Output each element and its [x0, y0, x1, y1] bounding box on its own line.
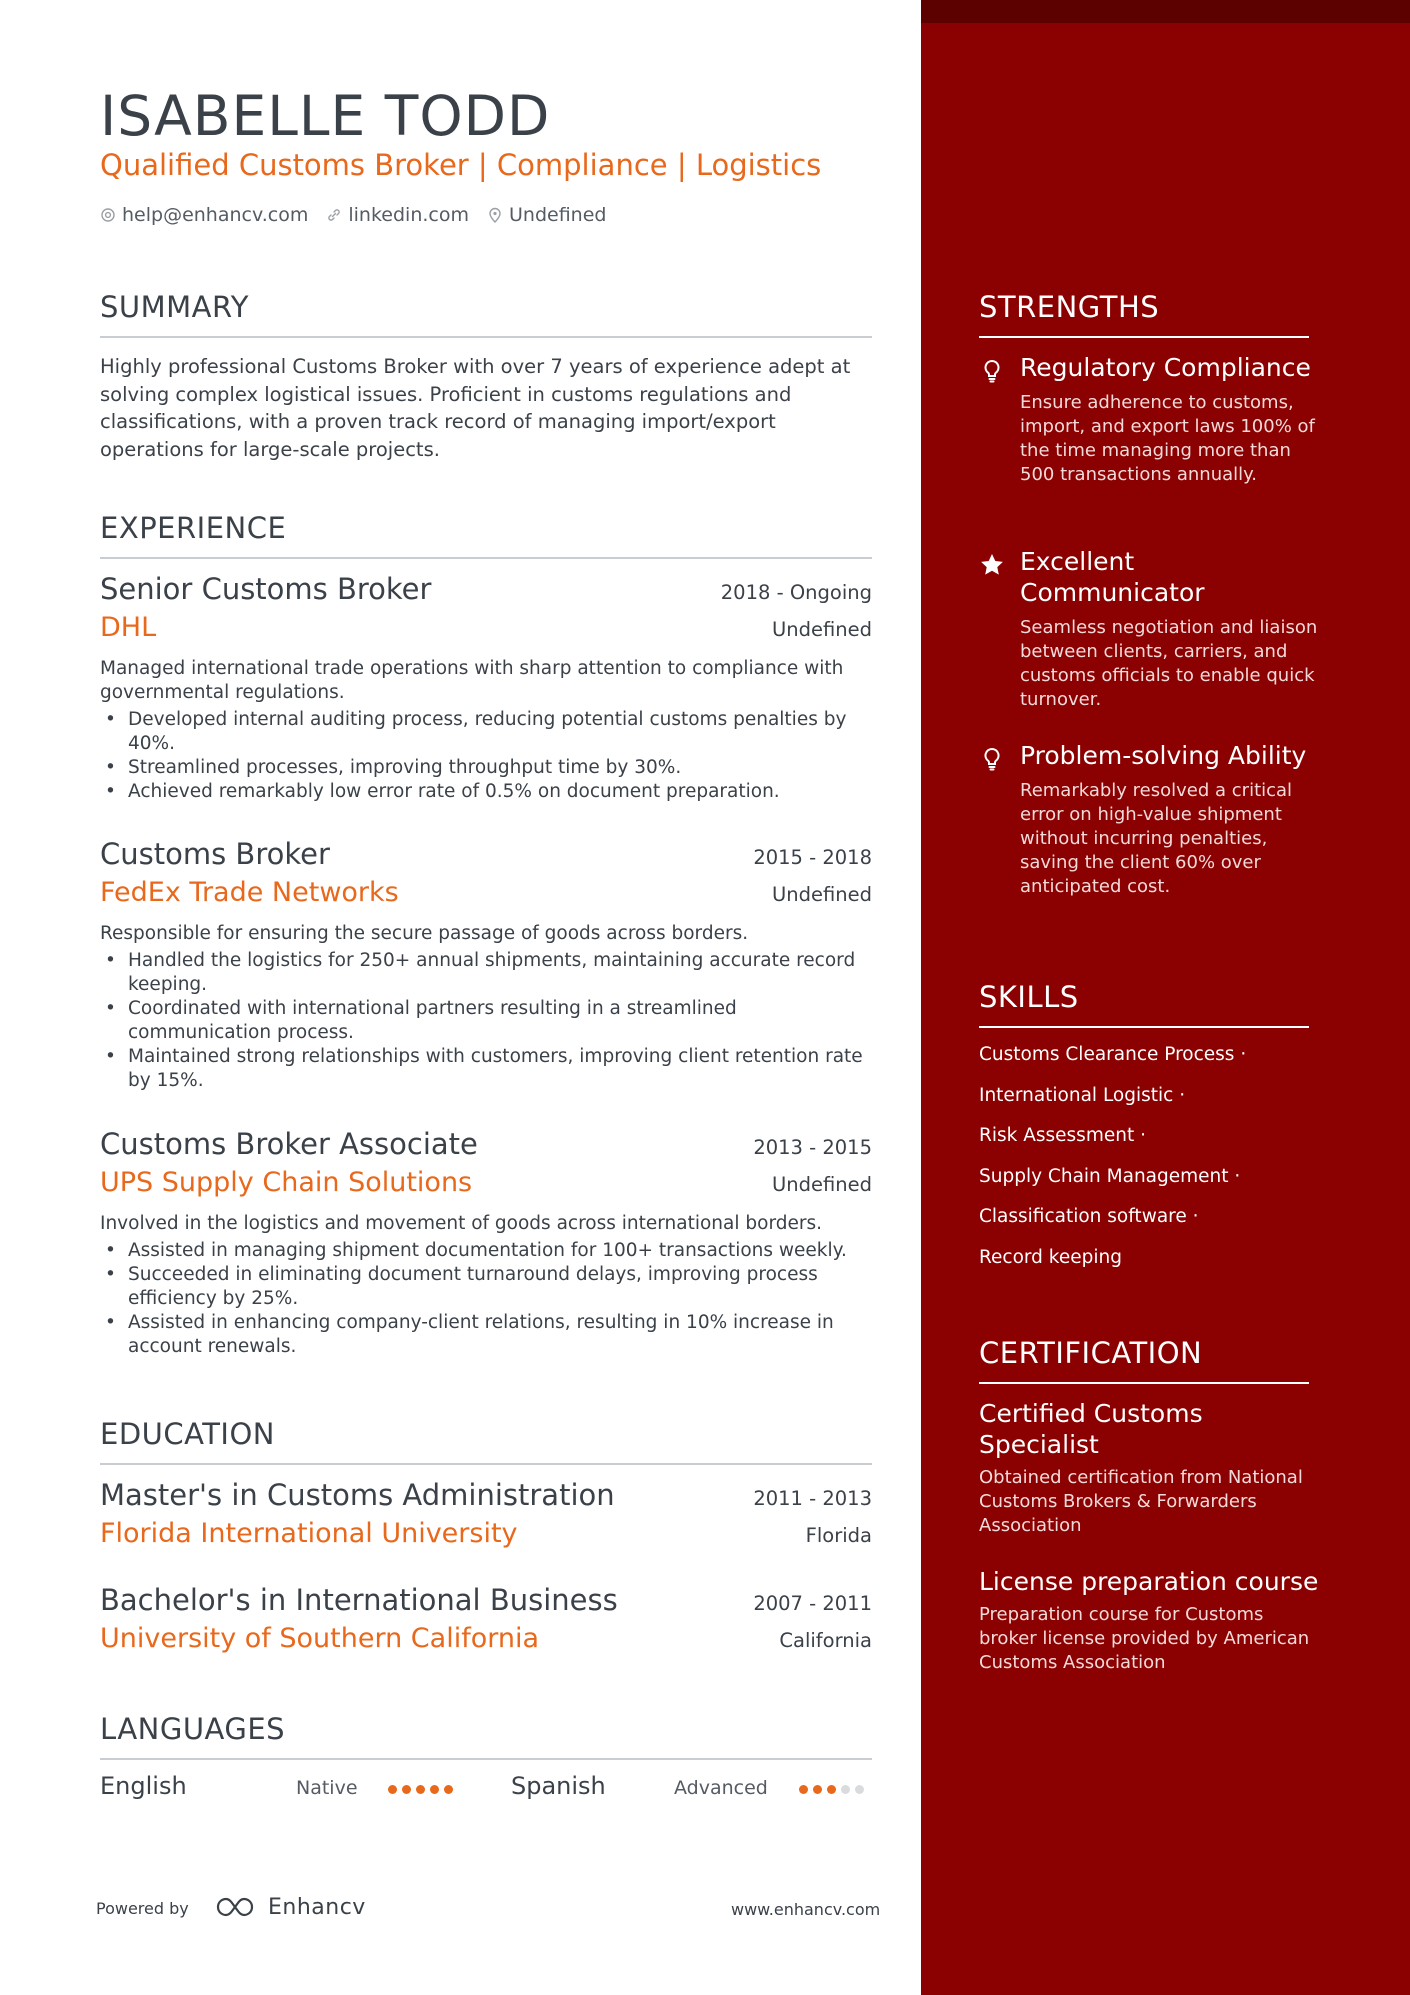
strength-description: Remarkably resolved a critical error on high-value shipment without incurring penalties, saving the client 60% over anticipated cost. [1020, 780, 1293, 897]
education-entry [100, 1583, 872, 1654]
candidate-title: Qualified Customs Broker | Compliance | Logistics [100, 148, 822, 182]
location-pin-icon [487, 207, 503, 223]
job-dates: 2013 - 2015 [753, 1136, 872, 1159]
job-dates: 2018 - Ongoing [720, 581, 872, 604]
job-location: Undefined [771, 618, 872, 641]
strengths-heading: STRENGTHS [979, 290, 1309, 338]
lightbulb-icon [979, 746, 1005, 772]
rating-dot-filled [813, 1785, 822, 1794]
job-description: Responsible for ensuring the secure passage of goods across borders. [100, 923, 749, 944]
job-bullets [100, 1239, 872, 1359]
degree: Bachelor's in International Business [100, 1583, 618, 1617]
languages-row [100, 1772, 872, 1808]
lightbulb-icon [979, 358, 1005, 384]
summary-heading: SUMMARY [100, 290, 872, 338]
email-contact[interactable] [100, 204, 308, 226]
email-text: help@enhancv.com [122, 204, 309, 226]
education-dates: 2007 - 2011 [753, 1592, 872, 1615]
job-location: Undefined [771, 883, 872, 906]
strength-description: Ensure adherence to customs, import, and export laws 100% of the time managing more than 500 transactions annually. [1020, 392, 1315, 485]
experience-entry [100, 572, 872, 804]
education-location: Florida [805, 1524, 872, 1547]
job-title: Customs Broker Associate [100, 1127, 478, 1161]
job-description: Involved in the logistics and movement of goods across international borders. [100, 1213, 822, 1234]
strength-title: Excellent Communicator [1020, 547, 1205, 607]
language-level: Advanced [674, 1777, 768, 1799]
language-name: Spanish [511, 1772, 606, 1800]
candidate-name: ISABELLE TODD [100, 84, 551, 148]
language-rating [388, 1785, 453, 1794]
job-bullet: • Handled the logistics for 250+ annual shipments, maintaining accurate record keeping. [100, 949, 872, 997]
rating-dot-filled [444, 1785, 453, 1794]
education-entry [100, 1478, 872, 1549]
rating-dot-filled [799, 1785, 808, 1794]
education-location: California [779, 1629, 872, 1652]
education-dates: 2011 - 2013 [753, 1487, 872, 1510]
at-icon [100, 207, 116, 223]
degree: Master's in Customs Administration [100, 1478, 615, 1512]
experience-entry [100, 1127, 872, 1359]
star-icon [979, 552, 1005, 578]
location-text: Undefined [509, 204, 607, 226]
contact-row [100, 204, 606, 226]
job-dates: 2015 - 2018 [753, 846, 872, 869]
summary-text: Highly professional Customs Broker with over 7 years of experience adept at solving complex logistical issues. Proficient in customs regulations and classifications, with a proven track record of managing import/export operations for large-scale projects. [100, 355, 851, 461]
rating-dot-filled [388, 1785, 397, 1794]
education-heading: EDUCATION [100, 1417, 872, 1465]
strength-description: Seamless negotiation and liaison between clients, carriers, and customs officials to enable quick turnover. [1020, 617, 1318, 710]
rating-dot-empty [841, 1785, 850, 1794]
certification-description: Preparation course for Customs broker license provided by American Customs Association [979, 1604, 1310, 1673]
skill-item: Customs Clearance Process · [979, 1044, 1247, 1065]
job-location: Undefined [771, 1173, 872, 1196]
job-bullets [100, 708, 872, 804]
job-description: Managed international trade operations with sharp attention to compliance with governmental regulations. [100, 658, 844, 703]
linkedin-contact[interactable] [326, 204, 469, 226]
job-company: FedEx Trade Networks [100, 877, 399, 908]
footer-url[interactable]: www.enhancv.com [731, 1900, 881, 1919]
powered-by-label: Powered by [96, 1899, 189, 1918]
certification-item [979, 1398, 1319, 1538]
language-name: English [100, 1772, 187, 1800]
skill-item: Supply Chain Management · [979, 1165, 1241, 1187]
strength-item [979, 546, 1319, 712]
job-bullet: • Coordinated with international partners resulting in a streamlined communication process. [100, 997, 872, 1045]
certification-heading: CERTIFICATION [979, 1336, 1309, 1384]
skill-item: Classification software · [979, 1206, 1199, 1228]
enhancv-logo-text: Enhancv [268, 1894, 366, 1920]
job-title: Customs Broker [100, 837, 330, 871]
certification-description: Obtained certification from National Customs Brokers & Forwarders Association [979, 1467, 1303, 1536]
language-level: Native [296, 1777, 358, 1799]
skill-item: International Logistic · [979, 1084, 1186, 1106]
school: Florida International University [100, 1518, 518, 1549]
rating-dot-filled [430, 1785, 439, 1794]
language-rating [799, 1785, 864, 1794]
job-bullet: • Succeeded in eliminating document turnaround delays, improving process efficiency by 25%. [100, 1263, 872, 1311]
strength-item [979, 740, 1319, 899]
skills-list [979, 1043, 1309, 1287]
job-bullet: • Maintained strong relationships with customers, improving client retention rate by 15%. [100, 1045, 872, 1093]
certification-title: Certified Customs Specialist [979, 1399, 1203, 1459]
rating-dot-filled [402, 1785, 411, 1794]
job-bullet: • Streamlined processes, improving throughput time by 30%. [100, 756, 872, 780]
rating-dot-empty [855, 1785, 864, 1794]
job-company: DHL [100, 612, 157, 643]
location-contact [487, 204, 606, 226]
languages-heading: LANGUAGES [100, 1712, 872, 1760]
school: University of Southern California [100, 1623, 540, 1654]
enhancv-logo-icon [214, 1894, 262, 1920]
strength-title: Problem-solving Ability [1020, 741, 1307, 770]
job-bullet: • Assisted in managing shipment documentation for 100+ transactions weekly. [100, 1239, 872, 1263]
enhancv-logo[interactable] [214, 1894, 366, 1920]
skill-item: Record keeping [979, 1246, 1122, 1268]
job-company: UPS Supply Chain Solutions [100, 1167, 473, 1198]
skills-heading: SKILLS [979, 980, 1309, 1028]
experience-entry [100, 837, 872, 1093]
rating-dot-filled [416, 1785, 425, 1794]
strength-title: Regulatory Compliance [1020, 353, 1311, 382]
job-bullet: • Achieved remarkably low error rate of 0.5% on document preparation. [100, 780, 872, 804]
strength-item [979, 352, 1319, 487]
skill-item: Risk Assessment · [979, 1125, 1146, 1147]
job-bullet: • Assisted in enhancing company-client relations, resulting in 10% increase in account renewals. [100, 1311, 872, 1359]
experience-heading: EXPERIENCE [100, 511, 872, 559]
job-bullets [100, 949, 872, 1093]
job-bullet: • Developed internal auditing process, reducing potential customs penalties by 40%. [100, 708, 872, 756]
linkedin-text: linkedin.com [348, 204, 469, 226]
certification-title: License preparation course [979, 1567, 1319, 1596]
link-icon [326, 207, 342, 223]
sidebar-top-bar [921, 0, 1410, 23]
certification-item [979, 1566, 1319, 1675]
rating-dot-filled [827, 1785, 836, 1794]
job-title: Senior Customs Broker [100, 572, 432, 606]
